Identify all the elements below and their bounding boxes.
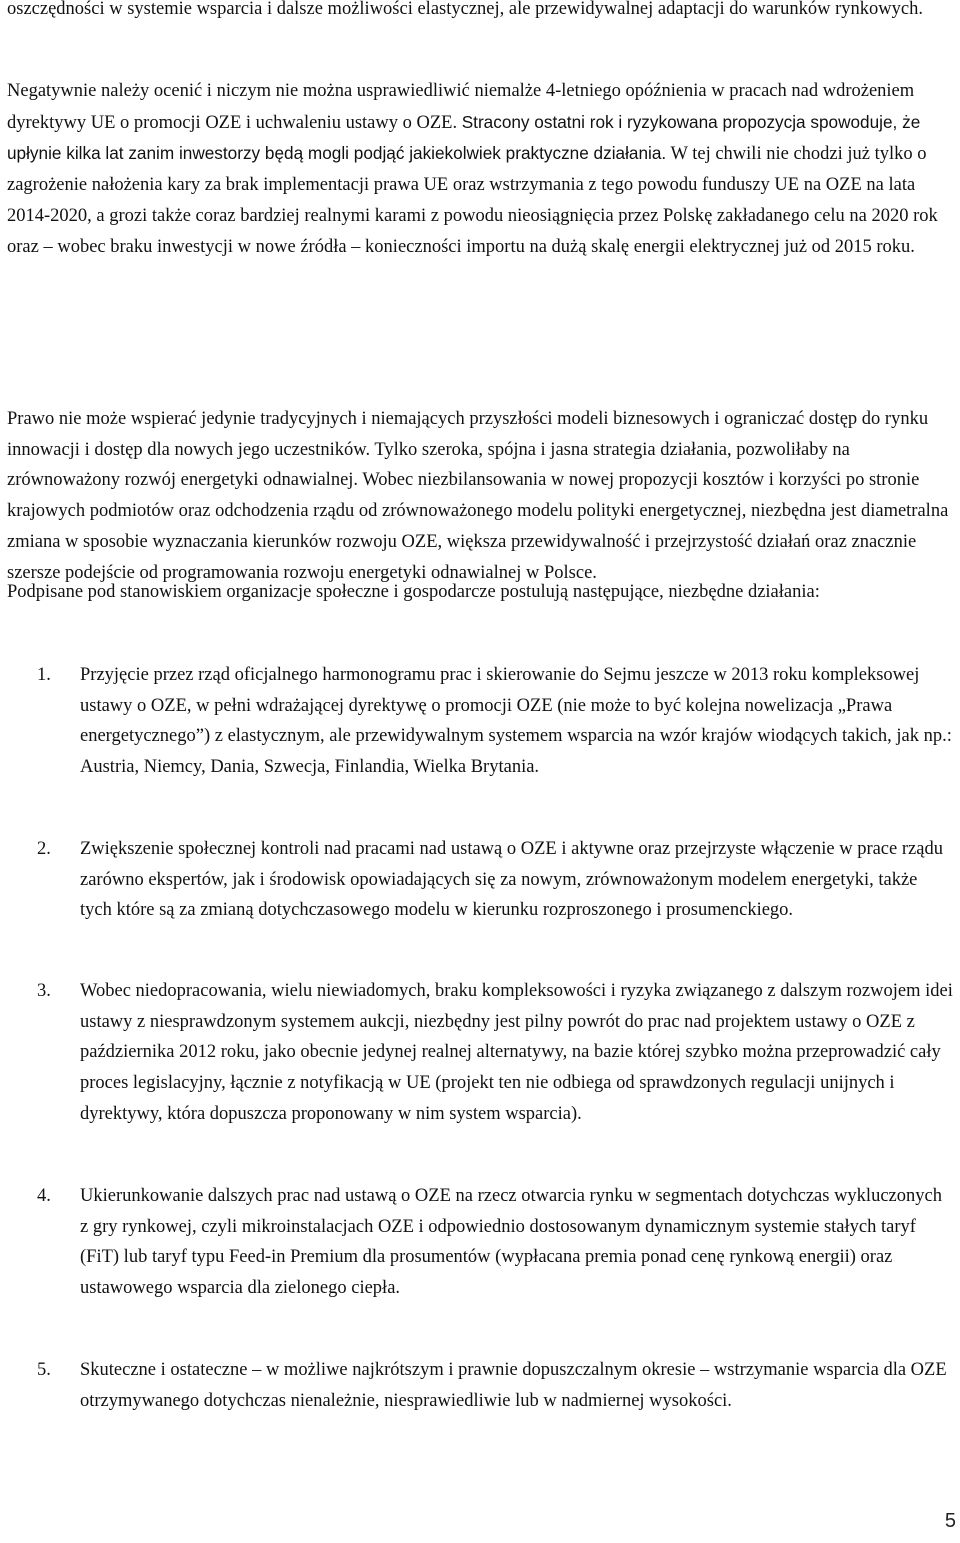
paragraph-demands-intro: Podpisane pod stanowiskiem organizacje społeczne i gospodarcze postulują następujące, niezbędne działania: bbox=[7, 582, 820, 602]
paragraph-delay-assessment bbox=[7, 76, 953, 262]
list-item-number: 2. bbox=[37, 839, 51, 859]
list-item-text: Wobec niedopracowania, wielu niewiadomych, braku kompleksowości i ryzyka związanego z dalszym rozwojem idei ustawy z niesprawdzonym systemem aukcji, niezbędny jest pilny powrót do prac nad projektem ustawy o OZE z października 2012 roku, jako obecnie jedynej realnej alternatywy, na bazie której szybko można przeprowadzić cały proces legislacyjny, łącznie z notyfikacją w UE (projekt ten nie odbiega od sprawdzonych regulacji unijnych i dyrektywy, która dopuszcza proponowany w nim system wsparcia). bbox=[80, 981, 953, 1124]
paragraph-penalty-sentence: W tej chwili nie chodzi już tylko o zagrożenie nałożenia kary za brak implementacji prawa UE oraz wstrzymania z tego powodu funduszy UE na OZE na lata 2014-2020, a grozi także coraz bardziej realnymi karami z powodu nieosiągnięcia przez Polskę zakładanego celu na 2020 rok oraz – wobec braku inwestycji w nowe źródła – konieczności importu na dużą skalę energii elektrycznej już od 2015 roku. bbox=[7, 144, 938, 257]
list-item-number: 3. bbox=[37, 981, 51, 1001]
paragraph-law-strategy: Prawo nie może wspierać jedynie tradycyjnych i niemających przyszłości modeli biznesowych i ograniczać dostęp do rynku innowacji i dostęp dla nowych jego uczestników. Tylko szeroka, spójna i jasna strategia działania, pozwoliłaby na zrównoważony rozwój energetyki odnawialnej. Wobec niezbilansowania w nowej propozycji kosztów i korzyści po stronie krajowych podmiotów oraz odchodzenia rządu od zrównoważonego modelu polityki energetycznej, niezbędna jest diametralna zmiana w sposobie wyznaczania kierunków rozwoju OZE, większa przewidywalność i przejrzystość działań oraz znacznie szersze podejście od programowania rozwoju energetyki odnawialnej w Polsce. bbox=[7, 409, 949, 583]
list-item-number: 4. bbox=[37, 1186, 51, 1206]
list-item-text: Skuteczne i ostateczne – w możliwe najkrótszym i prawnie dopuszczalnym okresie – wstrzymanie wsparcia dla OZE otrzymywanego dotychczas nienależnie, niesprawiedliwie lub w nadmiernej wysokości. bbox=[80, 1360, 947, 1411]
list-item-text: Zwiększenie społecznej kontroli nad pracami nad ustawą o OZE i aktywne oraz przejrzyste włączenie w prace rządu zarówno ekspertów, jak i środowisk opowiadających się za nowym, zrównoważonym modelem energetyki, także tych które są za zmianą dotychczasowego modelu w kierunku rozproszonego i prosumenckiego. bbox=[80, 839, 943, 921]
paragraph-intro-continuation: oszczędności w systemie wsparcia i dalsze możliwości elastycznej, ale przewidywalnej adaptacji do warunków rynkowych. bbox=[7, 0, 923, 19]
page-number: 5 bbox=[944, 1510, 956, 1532]
list-item-number: 1. bbox=[37, 665, 51, 685]
paragraph-lost-year-sentence: Stracony ostatni rok i ryzykowana propozycja spowoduje, że upłynie kilka lat zanim inwestorzy będą mogli podjąć jakiekolwiek praktyczne działania. bbox=[7, 111, 921, 164]
paragraph-delay-sentence: Negatywnie należy ocenić i niczym nie można usprawiedliwić niemalże 4-letniego opóźnienia w pracach nad wdrożeniem dyrektywy UE o promocji OZE i uchwaleniu ustawy o OZE. bbox=[7, 81, 915, 133]
list-item-text: Przyjęcie przez rząd oficjalnego harmonogramu prac i skierowanie do Sejmu jeszcze w 2013 roku kompleksowej ustawy o OZE, w pełni wdrażającej dyrektywę o promocji OZE (nie może to być kolejna nowelizacja „Prawa energetycznego”) z elastycznym, ale przewidywalnym systemem wsparcia na wzór krajów wiodących takich, jak np.: Austria, Niemcy, Dania, Szwecja, Finlandia, Wielka Brytania. bbox=[80, 665, 952, 778]
list-item-number: 5. bbox=[37, 1360, 51, 1380]
list-item-text: Ukierunkowanie dalszych prac nad ustawą o OZE na rzecz otwarcia rynku w segmentach dotychczas wykluczonych z gry rynkowej, czyli mikroinstalacjach OZE i odpowiednio dostosowanym dynamicznym systemie stałych taryf (FiT) lub taryf typu Feed-in Premium dla prosumentów (wypłacana premia ponad cenę rynkową energii) oraz ustawowego wsparcia dla zielonego ciepła. bbox=[80, 1186, 942, 1299]
